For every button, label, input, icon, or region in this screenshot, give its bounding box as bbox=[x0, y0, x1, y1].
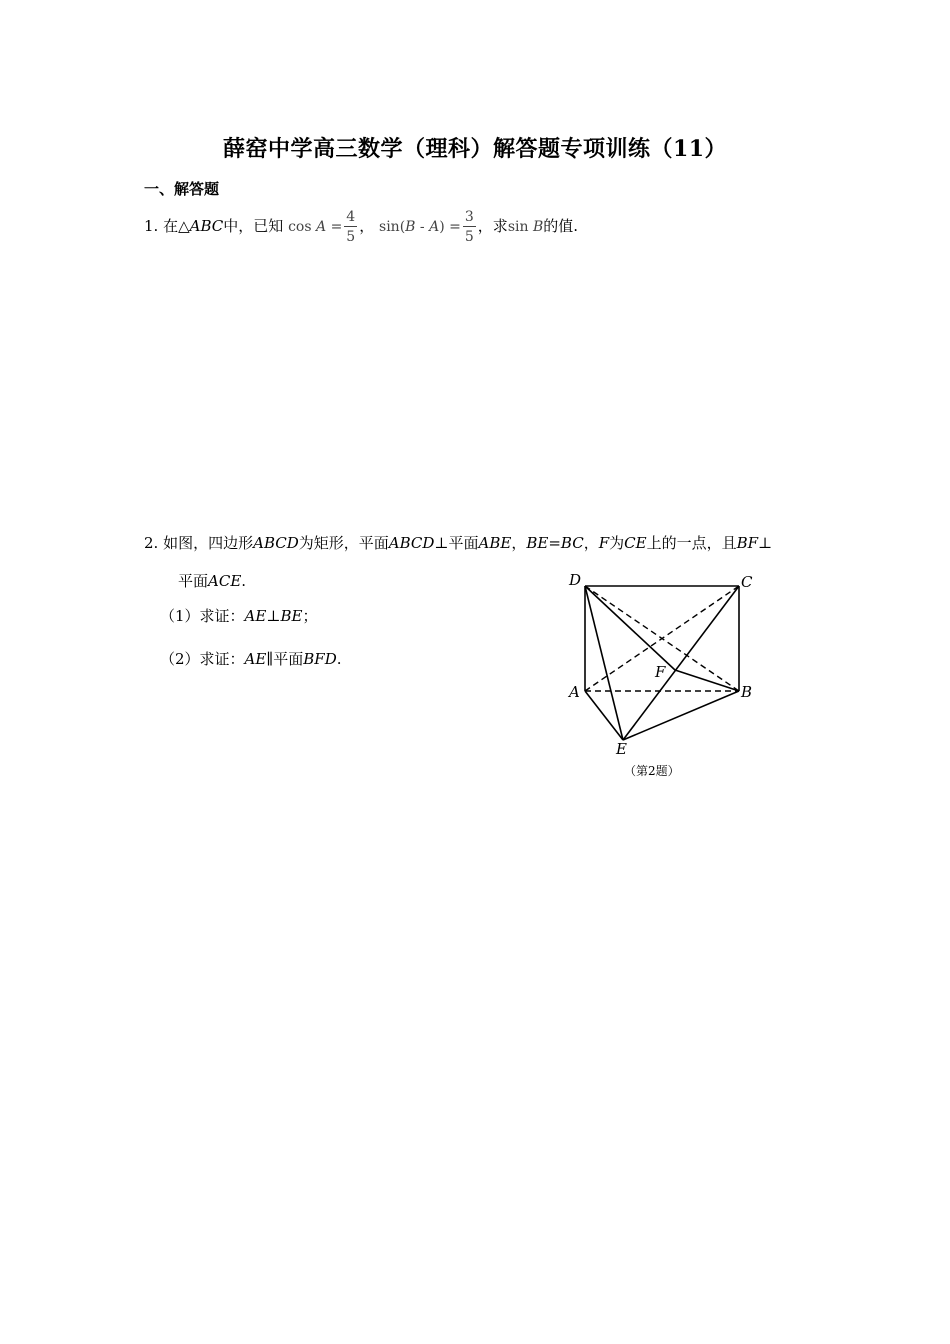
label-d: D bbox=[569, 571, 582, 589]
edge-be bbox=[623, 691, 739, 740]
q1-text: 的值. bbox=[543, 217, 579, 235]
q2-text: 为矩形，平面 bbox=[298, 534, 389, 552]
label-e: E bbox=[616, 740, 627, 758]
label-f: F bbox=[655, 663, 666, 681]
q2-var: CE bbox=[624, 534, 647, 552]
q1-triangle: ABC bbox=[189, 217, 224, 235]
question-number: 2. bbox=[144, 534, 159, 552]
q2-text: 平面 bbox=[178, 572, 209, 590]
q2-text: = bbox=[548, 534, 561, 552]
figure-caption: （第2题） bbox=[624, 764, 680, 778]
edge-df bbox=[585, 586, 675, 670]
q1-text: ，求 bbox=[477, 217, 508, 235]
q2-var: ABCD bbox=[388, 534, 435, 552]
question-number: 1. bbox=[144, 217, 159, 235]
sin-expression: sin(B - A) = bbox=[379, 219, 461, 235]
q2-var: BE bbox=[526, 534, 549, 552]
q2-text: ， bbox=[511, 534, 527, 552]
section-heading: 一、解答题 bbox=[144, 180, 220, 198]
q2-text: ⊥ bbox=[758, 534, 773, 552]
label-c: C bbox=[741, 573, 753, 591]
question-2-part-2: （2）求证：AE∥平面BFD. bbox=[160, 650, 342, 668]
cos-expression: cos A = bbox=[288, 219, 343, 235]
question-1 bbox=[144, 210, 578, 244]
q2-text: ， bbox=[583, 534, 599, 552]
q2-var: BF bbox=[736, 534, 759, 552]
page-title: 薛窑中学高三数学（理科）解答题专项训练（11） bbox=[222, 136, 728, 162]
q2-text: 为 bbox=[609, 534, 625, 552]
q2-text: 上的一点，且 bbox=[646, 534, 737, 552]
q2-var: ABE bbox=[478, 534, 512, 552]
q1-text: 在△ bbox=[163, 217, 190, 235]
label-a: A bbox=[569, 683, 580, 701]
geometry-figure bbox=[560, 568, 770, 783]
q2-text: 如图，四边形 bbox=[163, 534, 254, 552]
edge-de bbox=[585, 586, 623, 740]
fraction-3-5: $\frac{3}{5}$ bbox=[464, 209, 474, 245]
label-b: B bbox=[741, 683, 753, 701]
question-2-continued bbox=[178, 570, 246, 592]
q2-var: ACE bbox=[208, 572, 242, 590]
q1-text: 中，已知 bbox=[223, 217, 284, 235]
edge-ce bbox=[623, 586, 739, 740]
q2-text: . bbox=[241, 572, 247, 590]
sinb-expression: sin B bbox=[507, 219, 544, 235]
edge-fb bbox=[675, 670, 739, 691]
fraction-4-5: $\frac{4}{5}$ bbox=[346, 209, 356, 245]
question-2 bbox=[144, 532, 772, 554]
question-2-part-1: （1）求证：AE⊥BE； bbox=[160, 607, 318, 625]
q2-text: ⊥平面 bbox=[434, 534, 479, 552]
q2-var: BC bbox=[560, 534, 584, 552]
q1-comma: ， bbox=[359, 217, 375, 235]
q2-var: F bbox=[598, 534, 610, 552]
q2-var: ABCD bbox=[253, 534, 299, 552]
